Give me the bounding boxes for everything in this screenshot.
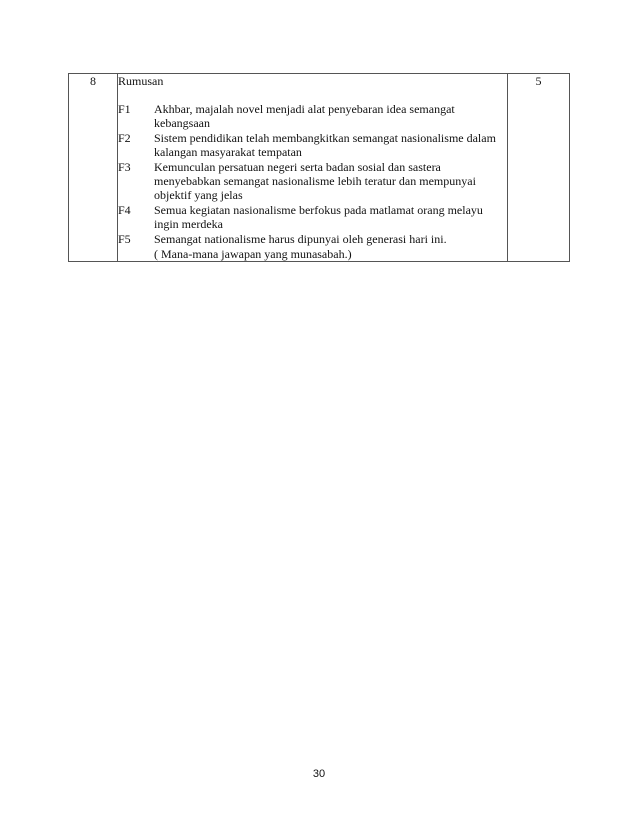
list-item: [118, 102, 507, 130]
list-item: [118, 131, 507, 159]
point-text: Kemunculan persatuan negeri serta badan sosial dan sastera menyebabkan semangat nasionalisme lebih teratur dan mempunyai objektif yang jelas: [154, 160, 476, 202]
point-label: F5: [118, 232, 131, 246]
answer-content: [118, 74, 508, 262]
page-number: 30: [312, 768, 326, 780]
list-item: [118, 232, 507, 246]
point-label: F3: [118, 160, 131, 174]
point-label: F2: [118, 131, 131, 145]
table-row: [69, 74, 570, 262]
point-label: F4: [118, 203, 131, 217]
section-heading: Rumusan: [118, 74, 164, 88]
list-item: [118, 160, 507, 202]
point-text: Semua kegiatan nasionalisme berfokus pada matlamat orang melayu ingin merdeka: [154, 203, 483, 231]
marks-value: 5: [508, 74, 570, 262]
question-number: 8: [69, 74, 118, 262]
point-text: Akhbar, majalah novel menjadi alat penyebaran idea semangat kebangsaan: [154, 102, 455, 130]
point-label: F1: [118, 102, 131, 116]
point-text: Semangat nationalisme harus dipunyai oleh generasi hari ini.: [154, 232, 447, 246]
answer-table: [68, 73, 570, 262]
answer-note: ( Mana-mana jawapan yang munasabah.): [154, 247, 352, 261]
point-text: Sistem pendidikan telah membangkitkan semangat nasionalisme dalam kalangan masyarakat tempatan: [154, 131, 496, 159]
list-item: [118, 203, 507, 231]
